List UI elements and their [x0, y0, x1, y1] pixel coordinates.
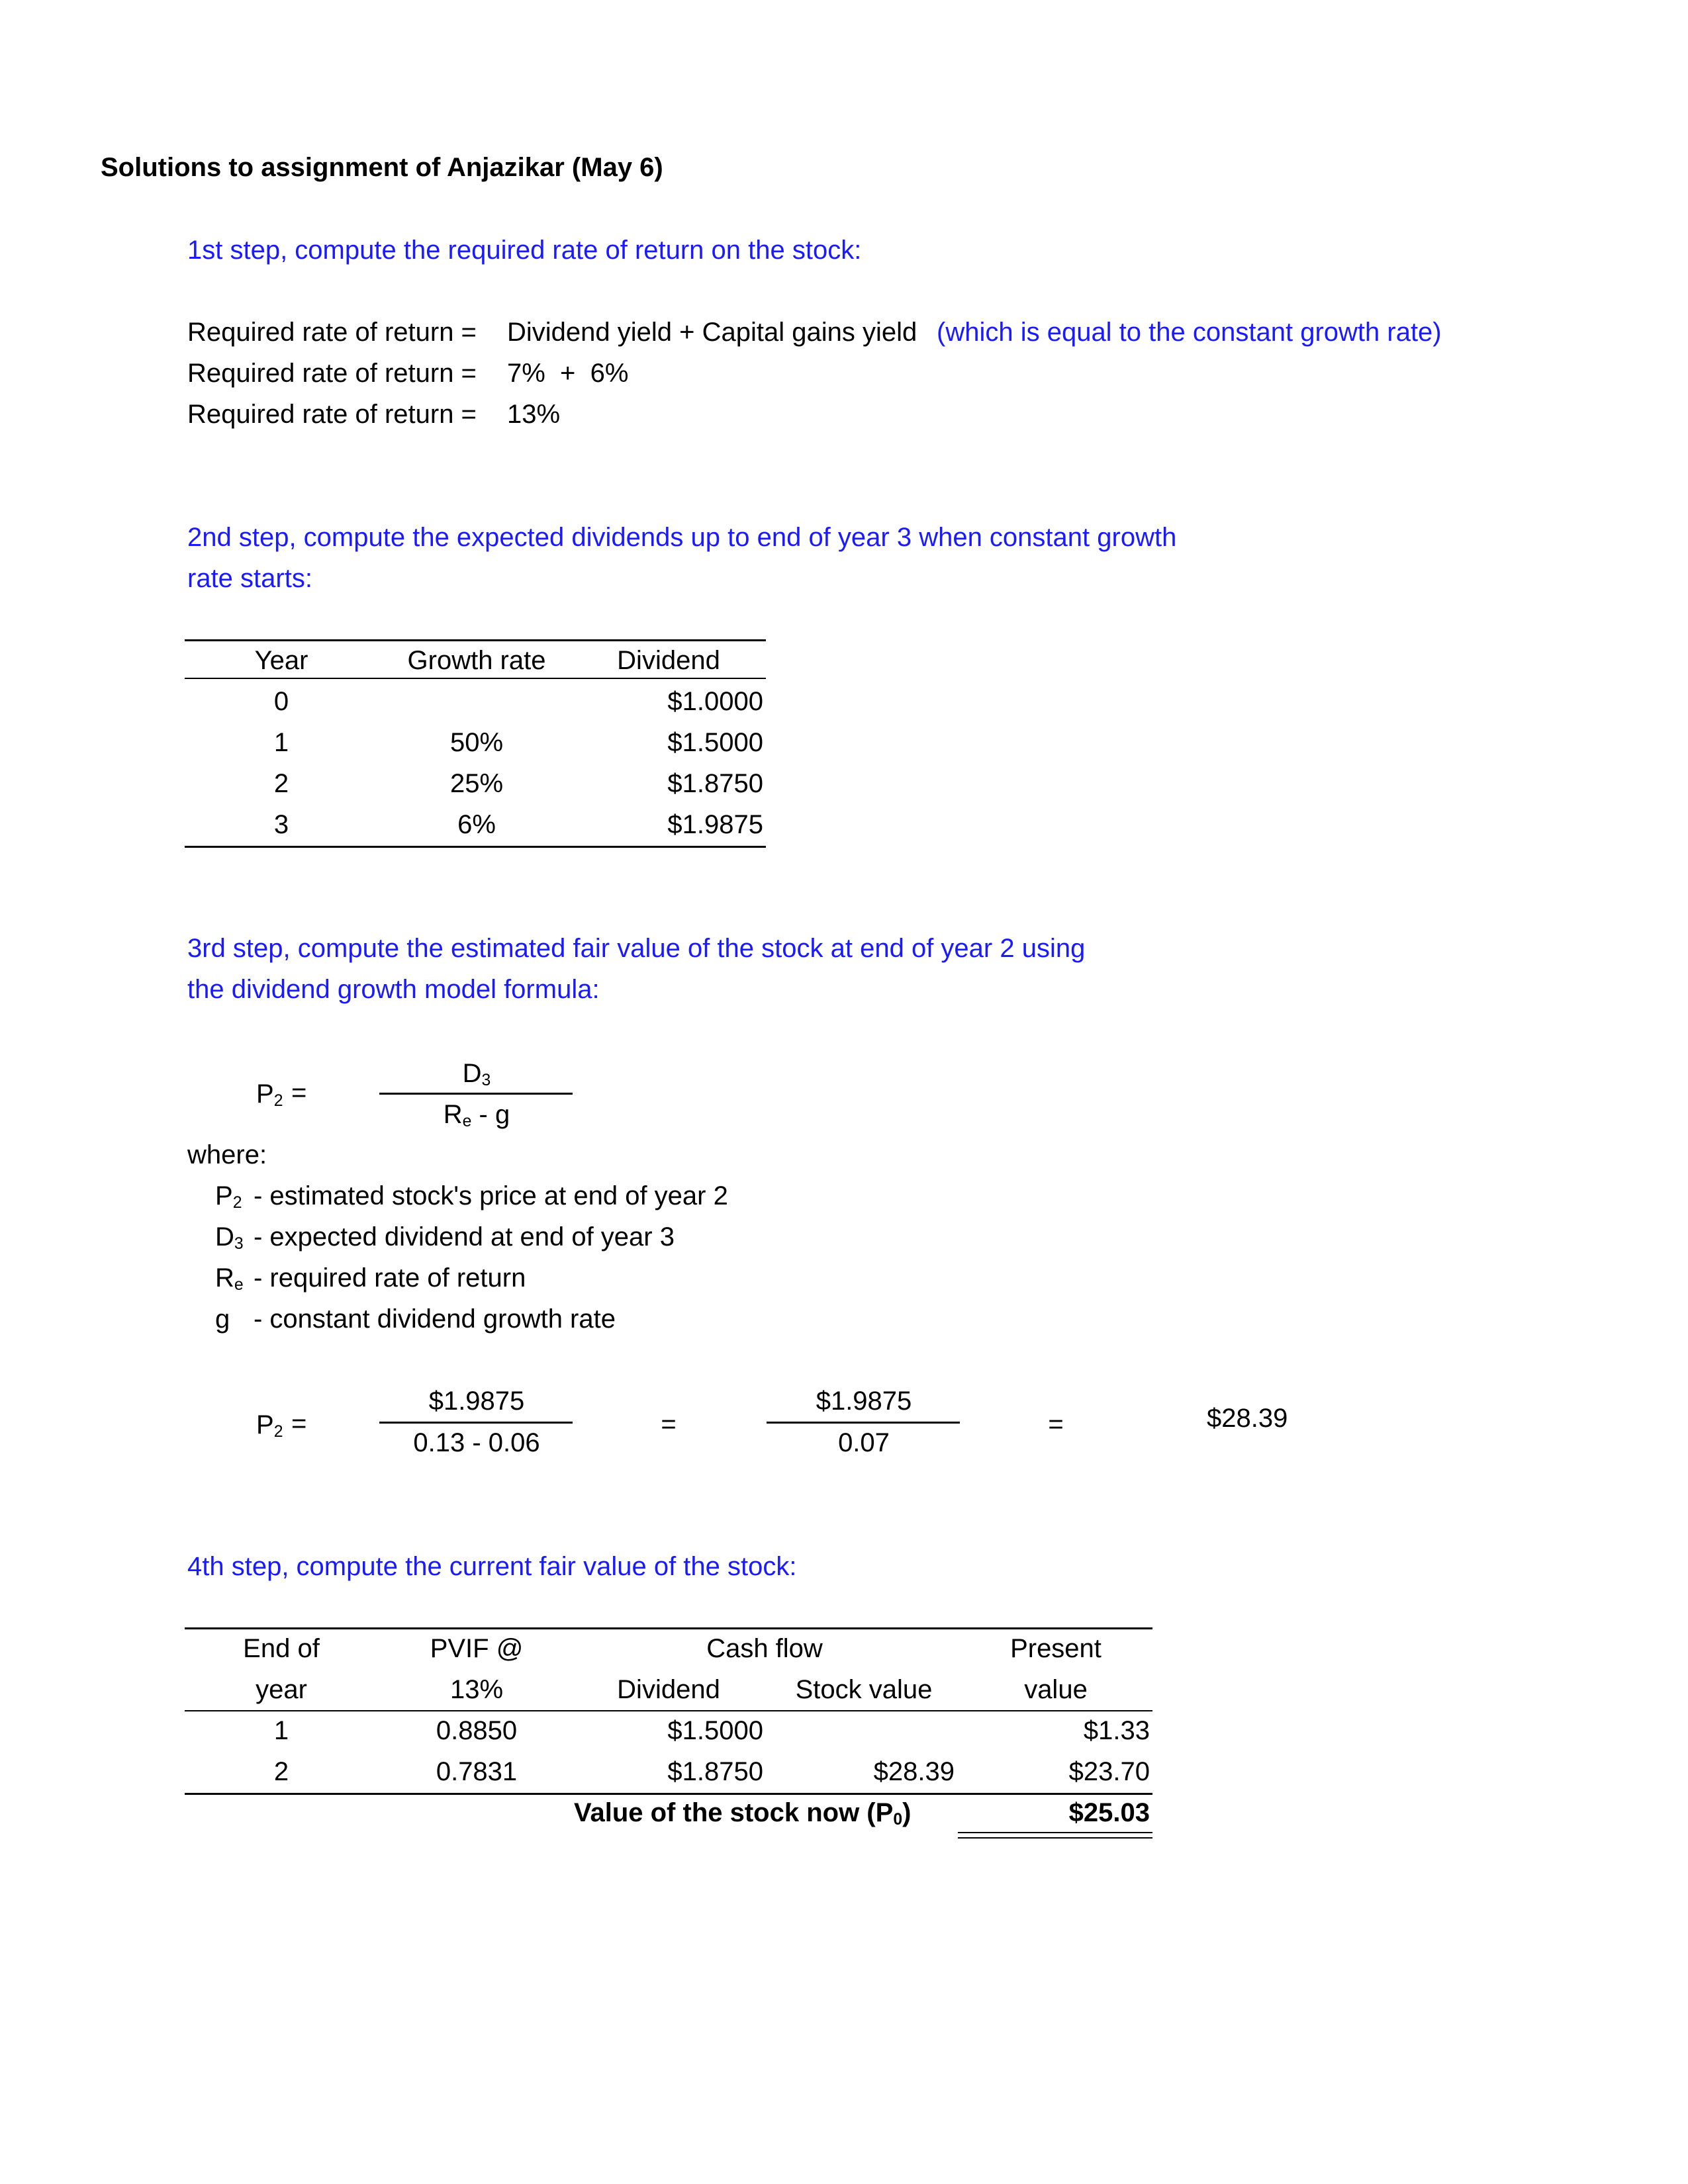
where-label: where:	[187, 1140, 267, 1169]
table-cell: 2	[273, 769, 289, 798]
formula-numerator: $D_3$	[462, 1059, 491, 1089]
document-title: Solutions to assignment of Anjazikar (May 6)	[101, 153, 663, 182]
table-cell: $1.5000	[667, 728, 763, 757]
definition-text: - expected dividend at end of year 3	[254, 1222, 675, 1251]
table-cell: 0.8850	[436, 1716, 518, 1745]
column-header: Dividend	[617, 1675, 720, 1704]
column-header: PVIF @	[430, 1634, 524, 1663]
table-cell: 3	[273, 810, 289, 839]
fraction-bar	[767, 1422, 960, 1424]
fraction-bar	[379, 1422, 573, 1424]
step1-label: Required rate of return =	[187, 359, 477, 388]
calc-denominator: 0.13 - 0.06	[413, 1428, 540, 1457]
column-header: Cash flow	[706, 1634, 823, 1663]
step1-value: Dividend yield + Capital gains yield	[507, 318, 917, 347]
step1-label: Required rate of return =	[187, 400, 477, 429]
table-cell: $1.33	[1083, 1716, 1150, 1745]
calc-lhs: $P_2$	[256, 1410, 283, 1441]
column-header: Stock value	[795, 1675, 933, 1704]
calc-equals: =	[661, 1410, 677, 1439]
table-rule	[185, 639, 766, 641]
table-cell: 1	[273, 1716, 289, 1745]
column-header: 13%	[449, 1675, 504, 1704]
formula-equals: =	[291, 1078, 307, 1107]
calc-numerator: $1.9875	[816, 1387, 912, 1416]
table-rule	[185, 846, 766, 848]
definition-symbol: $P_2$	[215, 1181, 242, 1212]
step2-heading: rate starts:	[187, 564, 312, 593]
column-header: value	[1024, 1675, 1088, 1704]
table-cell: $1.5000	[667, 1716, 763, 1745]
column-header: Year	[254, 646, 308, 675]
table-cell: 50%	[449, 728, 504, 757]
step4-heading: 4th step, compute the current fair value of the stock:	[187, 1552, 797, 1581]
definition-symbol: $R_e$	[215, 1263, 244, 1294]
table-rule	[185, 678, 766, 679]
step1-value: 13%	[507, 400, 561, 429]
formula-denominator: $R_e$ - g	[443, 1100, 510, 1130]
step1-heading: 1st step, compute the required rate of return on the stock:	[187, 236, 862, 265]
definition-text: - constant dividend growth rate	[254, 1304, 616, 1334]
column-header: Growth rate	[407, 646, 546, 675]
step3-heading: 3rd step, compute the estimated fair value of the stock at end of year 2 using	[187, 934, 1086, 963]
double-underline	[958, 1837, 1152, 1839]
fraction-bar	[379, 1093, 573, 1095]
table-rule	[185, 1710, 1152, 1711]
column-header: Present	[1010, 1634, 1102, 1663]
table-cell: $1.0000	[667, 687, 763, 716]
column-header: End of	[243, 1634, 320, 1663]
calc-equals: =	[1048, 1410, 1064, 1439]
definition-symbol: $D_3$	[215, 1222, 244, 1253]
step2-heading: 2nd step, compute the expected dividends up to end of year 3 when constant growth	[187, 523, 1177, 552]
step1-value: 7% + 6%	[507, 359, 629, 388]
step1-label: Required rate of return =	[187, 318, 477, 347]
column-header: year	[256, 1675, 307, 1704]
table-rule	[185, 1627, 1152, 1629]
total-label: Value of the stock now $(P_0)$	[574, 1798, 912, 1829]
definition-symbol: g	[215, 1304, 230, 1334]
table-cell: $23.70	[1068, 1757, 1150, 1786]
step3-heading: the dividend growth model formula:	[187, 975, 600, 1004]
table-cell: 0.7831	[436, 1757, 518, 1786]
table-cell: $1.8750	[667, 1757, 763, 1786]
definition-text: - required rate of return	[254, 1263, 526, 1293]
table-cell: $1.8750	[667, 769, 763, 798]
column-header: Dividend	[617, 646, 720, 675]
formula-lhs: $P_2$	[256, 1079, 283, 1110]
table-cell: 6%	[457, 810, 496, 839]
table-cell: 1	[273, 728, 289, 757]
table-cell: $1.9875	[667, 810, 763, 839]
calc-numerator: $1.9875	[428, 1387, 525, 1416]
table-rule	[185, 1793, 1152, 1795]
definition-text: - estimated stock's price at end of year 2	[254, 1181, 728, 1210]
calc-equals: =	[291, 1409, 307, 1438]
table-cell: $28.39	[873, 1757, 955, 1786]
table-cell: 0	[273, 687, 289, 716]
double-underline	[958, 1832, 1152, 1833]
table-cell: 2	[273, 1757, 289, 1786]
table-cell: 25%	[449, 769, 504, 798]
calc-denominator: 0.07	[838, 1428, 890, 1457]
total-value: $25.03	[1068, 1798, 1150, 1827]
step1-note: (which is equal to the constant growth rate)	[937, 318, 1442, 347]
calc-result: $28.39	[1207, 1404, 1288, 1433]
